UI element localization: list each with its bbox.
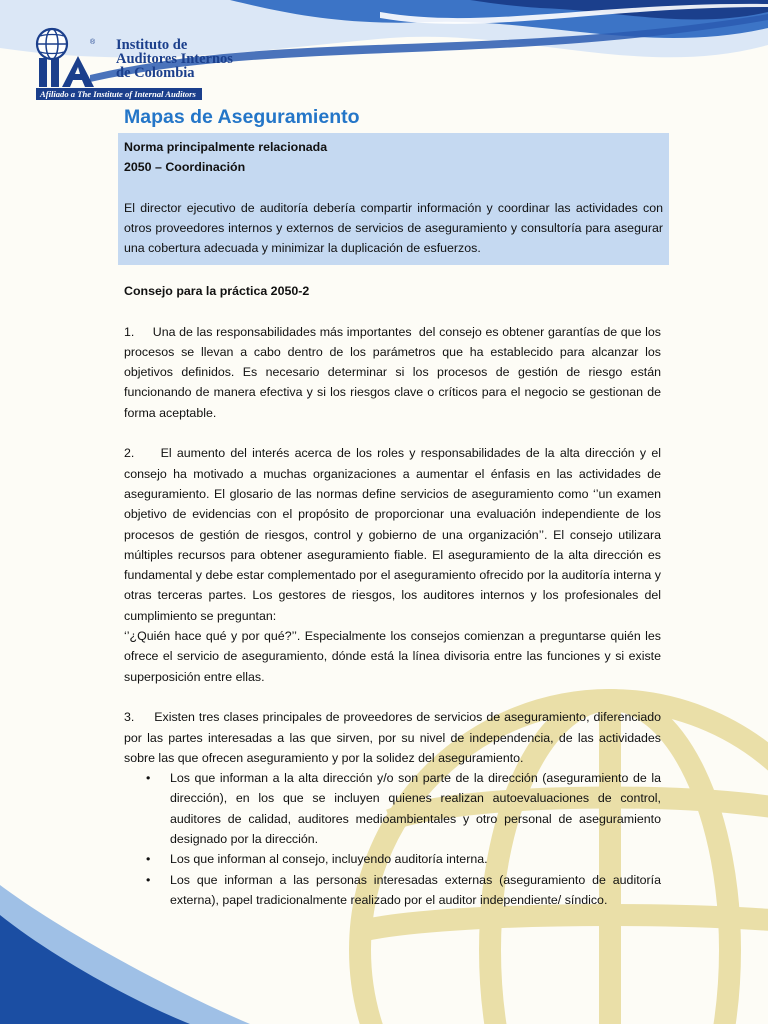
paragraph-2: 2. El aumento del interés acerca de los roles y responsabilidades de la alta dirección y el consejo ha motivado a muchas organizaciones a aumentar el énfasis en las actividades de aseguramiento. El glosario de las normas define servicios de aseguramiento como ‘’un examen objetivo de evidencias con el propósito de proporcionar una evaluación independiente de los procesos de gestión de riesgos, control y gobierno de una organización’’. El consejo utilizara múltiples recursos para obtener aseguramiento fiable. El aseguramiento de la alta dirección es fundamental y debe estar complementado por el aseguramiento ofrecido por la auditoría interna y otras terceras partes. Los gestores de riesgos, los auditores internos y los profesionales del cumplimiento se preguntan: [124,446,665,623]
list-item: • Los que informan a las personas interesadas externas (aseguramiento de auditoría externa), papel tradicionalmente realizado por el auditor independiente/ síndico. [170,870,661,911]
standard-text: El director ejecutivo de auditoría debería compartir información y coordinar las actividades con otros proveedores internos y externos de servicios de aseguramiento y consultoría para asegurar una cobertura adecuada y minimizar la duplicación de esfuerzos. [124,200,663,256]
list-item: • Los que informan al consejo, incluyendo auditoría interna. [170,849,661,869]
logo-registered-mark: ® [90,39,96,46]
org-line-3: de Colombia [116,65,195,81]
document-body [124,281,665,910]
organization-name [116,38,233,80]
logo-globe-icon [37,29,67,59]
paragraph-1: 1. Una de las responsabilidades más importantes del consejo es obtener garantías de que los procesos se llevan a cabo dentro de los parámetros que ha establecido para alcanzar los objetivos definidos. Es necesario determinar si los procesos de gestión de riesgo están funcionando de manera efectiva y si los riesgos clave o críticos para el negocio se gestionan de forma aceptable. [124,324,665,420]
list-item: • Los que informan a la alta dirección y/o son parte de la dirección (aseguramiento de la dirección), en los que se incluyen quienes realizan autoevaluaciones de control, auditores de calidad, auditores medioambientales y otro personal de aseguramiento designado por la dirección. [170,768,661,849]
page-title: Mapas de Aseguramiento [124,106,360,128]
paragraph-2-quote: ‘’¿Quién hace qué y por qué?’’. Especialmente los consejos comienzan a preguntarse quién les ofrece el servicio de aseguramiento, dónde está la línea divisoria entre las funciones y si existe superposición entre ellas. [124,629,661,684]
logo-iia-mark [39,56,94,87]
advice-heading: Consejo para la práctica 2050-2 [124,284,310,298]
affiliation-banner: Afiliado a The Institute of Internal Auditors [36,88,202,100]
standard-box [118,133,669,265]
paragraph-3: 3. Existen tres clases principales de proveedores de servicios de aseguramiento, diferenciado por las partes interesadas a las que sirven, por su nivel de independencia, de las actividades sobre las que ofrecen aseguramiento y por la solidez del aseguramiento. [124,710,665,765]
org-line-1: Instituto de [116,37,188,53]
standard-number: 2050 – Coordinación [124,160,246,175]
provider-list [124,768,661,910]
org-line-2: Auditores Internos [116,51,233,67]
standard-heading: Norma principalmente relacionada [124,140,328,154]
